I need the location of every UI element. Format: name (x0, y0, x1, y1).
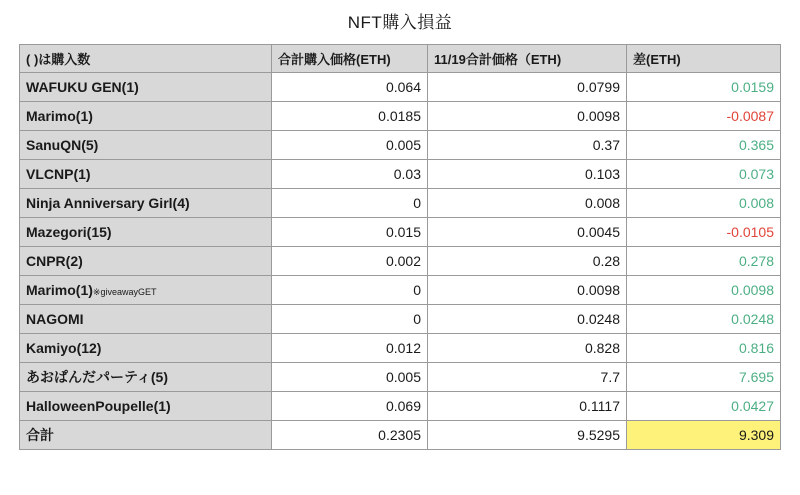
row-name-label: Mazegori(15) (26, 224, 112, 240)
row-value: 0.0098 (428, 276, 627, 305)
row-name (20, 218, 272, 247)
row-note: ※giveawayGET (92, 287, 157, 297)
row-name-label: HalloweenPoupelle(1) (26, 398, 171, 414)
row-value: 0.828 (428, 334, 627, 363)
row-name (20, 334, 272, 363)
table-row (20, 247, 781, 276)
table-row (20, 189, 781, 218)
total-diff: 9.309 (627, 421, 781, 450)
row-value: 0.008 (428, 189, 627, 218)
table-row (20, 218, 781, 247)
row-name-label: CNPR(2) (26, 253, 83, 269)
row-value: 0.103 (428, 160, 627, 189)
table-row (20, 276, 781, 305)
table-row (20, 305, 781, 334)
row-name (20, 131, 272, 160)
row-name-label: Marimo(1) (26, 282, 93, 298)
row-cost: 0 (272, 276, 428, 305)
row-cost: 0.064 (272, 73, 428, 102)
table-row (20, 131, 781, 160)
table-row (20, 102, 781, 131)
row-diff: 0.816 (627, 334, 781, 363)
row-name (20, 73, 272, 102)
row-name-label: SanuQN(5) (26, 137, 99, 153)
row-diff: 0.278 (627, 247, 781, 276)
row-value: 0.1117 (428, 392, 627, 421)
row-cost: 0 (272, 189, 428, 218)
row-value: 0.0045 (428, 218, 627, 247)
row-name-label: Kamiyo(12) (26, 340, 102, 356)
row-value: 7.7 (428, 363, 627, 392)
table-row (20, 160, 781, 189)
row-value: 0.0248 (428, 305, 627, 334)
row-name-label: あおぱんだパーティ(5) (26, 369, 168, 385)
row-diff: 0.073 (627, 160, 781, 189)
row-name (20, 305, 272, 334)
total-cost: 0.2305 (272, 421, 428, 450)
row-diff: 0.0098 (627, 276, 781, 305)
header-name: ( )は購入数 (20, 45, 272, 73)
row-diff: -0.0087 (627, 102, 781, 131)
row-cost: 0 (272, 305, 428, 334)
table-row (20, 392, 781, 421)
row-cost: 0.0185 (272, 102, 428, 131)
row-name-label: Marimo(1) (26, 108, 93, 124)
header-row (20, 45, 781, 73)
row-name-label: NAGOMI (26, 311, 84, 327)
nft-pnl-table (19, 44, 781, 450)
total-row (20, 421, 781, 450)
row-cost: 0.002 (272, 247, 428, 276)
row-name (20, 276, 272, 305)
row-cost: 0.012 (272, 334, 428, 363)
row-value: 0.0098 (428, 102, 627, 131)
row-value: 0.37 (428, 131, 627, 160)
total-label: 合計 (20, 421, 272, 450)
row-name (20, 160, 272, 189)
total-value: 9.5295 (428, 421, 627, 450)
header-value: 11/19合計価格（ETH) (428, 45, 627, 73)
row-diff: 0.0427 (627, 392, 781, 421)
row-cost: 0.015 (272, 218, 428, 247)
table-row (20, 363, 781, 392)
row-diff: 7.695 (627, 363, 781, 392)
row-value: 0.0799 (428, 73, 627, 102)
table-title: NFT購入損益 (347, 13, 453, 32)
row-diff: -0.0105 (627, 218, 781, 247)
row-name (20, 363, 272, 392)
header-diff: 差(ETH) (627, 45, 781, 73)
row-name-label: VLCNP(1) (26, 166, 91, 182)
table-row (20, 334, 781, 363)
row-diff: 0.008 (627, 189, 781, 218)
row-diff: 0.365 (627, 131, 781, 160)
row-diff: 0.0159 (627, 73, 781, 102)
row-cost: 0.005 (272, 363, 428, 392)
row-name (20, 247, 272, 276)
row-name (20, 392, 272, 421)
row-cost: 0.03 (272, 160, 428, 189)
row-name-label: WAFUKU GEN(1) (26, 79, 139, 95)
table-row (20, 73, 781, 102)
row-cost: 0.069 (272, 392, 428, 421)
header-cost: 合計購入価格(ETH) (272, 45, 428, 73)
row-cost: 0.005 (272, 131, 428, 160)
row-name (20, 189, 272, 218)
row-diff: 0.0248 (627, 305, 781, 334)
row-value: 0.28 (428, 247, 627, 276)
row-name-label: Ninja Anniversary Girl(4) (26, 195, 190, 211)
row-name (20, 102, 272, 131)
